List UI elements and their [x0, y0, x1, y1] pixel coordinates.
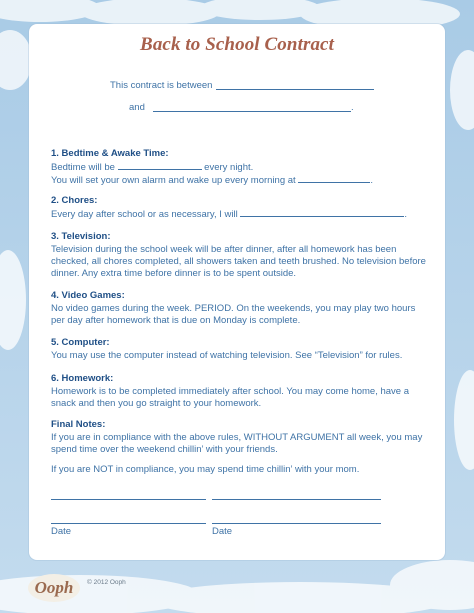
section-video-games: [51, 290, 431, 327]
section-television: [51, 231, 431, 280]
section-line: You will set your own alarm and wake up every morning at .: [51, 175, 373, 186]
section-heading: 3. Television:: [51, 231, 111, 242]
copyright-text: © 2012 Ooph: [87, 579, 126, 586]
contract-card: Back to School Contract This contract is between and . 1. Bedtime & Awake Time: Bedtime will be every night. You will set your own alarm and wake up every morning at . 2. Chores: Every day after school or as necessary, I will . 3. Television: Television during the school week will be after dinner, after all homework has been checked, all chores completed, all showers taken and teeth brushed. No television before dinner. Any extra time before dinner is to be spent outside. 4. Video Games: No video games during the week. PERIOD. On the weekends, you may play two hours per day after homework that is due on Monday is complete. 5. Computer: You may use the computer instead of watching television. See “Television” for rules. 6. Homework: Homework is to be completed immediately after school. You may come home, have a snack and then you go straight to your homework. Final Notes: If you are in compliance with the above rules, WITHOUT ARGUMENT all week, you may spend time over the weekend chillin’ with your friends. If you are NOT in compliance, you may spend time chillin’ with your mom. Date Date: [29, 24, 445, 560]
signature-line-left[interactable]: [51, 499, 206, 500]
section-computer: [51, 337, 431, 362]
date-label-right: Date: [212, 526, 233, 537]
section-line: Bedtime will be every night.: [51, 162, 254, 173]
section-homework: [51, 373, 431, 410]
section-heading: 4. Video Games:: [51, 290, 125, 301]
section-text: If you are NOT in compliance, you may spend time chillin’ with your mom.: [51, 464, 360, 475]
section-heading: 6. Homework:: [51, 373, 114, 384]
page-title: Back to School Contract: [140, 34, 334, 55]
parties-and-text: and: [129, 102, 145, 113]
ooph-logo: [26, 570, 82, 604]
section-heading: 2. Chores:: [51, 195, 98, 206]
chores-blank[interactable]: [240, 208, 404, 217]
section-bedtime: [51, 148, 431, 187]
section-text: You may use the computer instead of watching television. See “Television” for rules.: [51, 350, 403, 361]
section-text: If you are in compliance with the above rules, WITHOUT ARGUMENT all week, you may spend time over the weekend chillin’ with your friends.: [51, 432, 423, 455]
parties-between-text: This contract is between: [110, 80, 213, 91]
party-name-blank-2[interactable]: [153, 103, 351, 112]
signature-line-right[interactable]: [212, 499, 381, 500]
section-heading: 5. Computer:: [51, 337, 110, 348]
logo-text: Ooph: [34, 578, 74, 597]
wake-time-blank[interactable]: [298, 174, 370, 183]
section-line: Every day after school or as necessary, I will .: [51, 209, 408, 220]
date-line-right[interactable]: [212, 523, 381, 524]
section-text: No video games during the week. PERIOD. On the weekends, you may play two hours per day after homework that is due on Monday is complete.: [51, 303, 416, 326]
section-heading: 1. Bedtime & Awake Time:: [51, 148, 169, 159]
party-name-blank-1[interactable]: [216, 81, 374, 90]
section-heading: Final Notes:: [51, 419, 106, 430]
date-label-left: Date: [51, 526, 72, 537]
section-text: Television during the school week will be after dinner, after all homework has been checked, all chores completed, all showers taken and teeth brushed. No television before dinner. Any extra time before dinner is to be spent outside.: [51, 244, 426, 279]
section-text: Homework is to be completed immediately after school. You may come home, have a snack and then you go straight to your homework.: [51, 386, 410, 409]
section-final-notes: [51, 419, 431, 476]
date-line-left[interactable]: [51, 523, 206, 524]
section-chores: [51, 195, 431, 221]
bedtime-blank[interactable]: [118, 161, 202, 170]
